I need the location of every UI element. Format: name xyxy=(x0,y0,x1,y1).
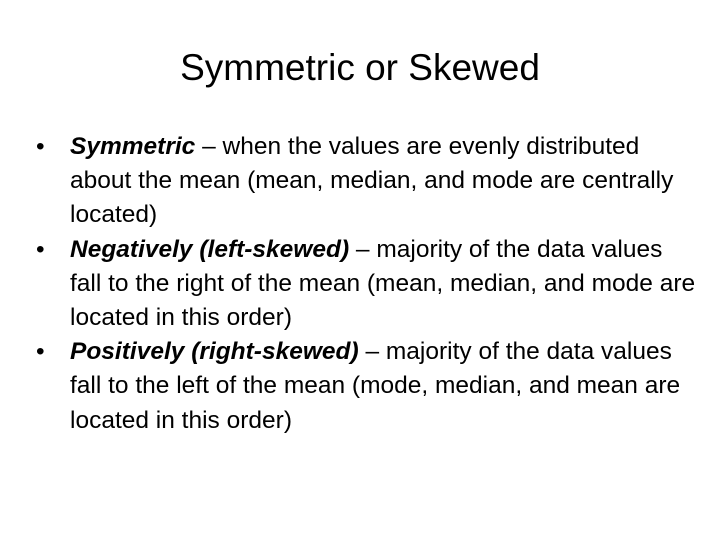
bullet-item-symmetric xyxy=(36,130,696,233)
bullet-term: Negatively (left-skewed) xyxy=(70,235,350,263)
bullet-text: – when the values are evenly distributed about the mean (mean, median, and mode are centrally located) xyxy=(70,133,674,229)
bullet-text: – majority of the data values fall to the right of the mean (mean, median, and mode are located in this order) xyxy=(70,235,696,332)
bullet-text: – majority of the data values fall to the left of the mean (mode, median, and mean are located in this order) xyxy=(70,338,681,434)
slide-title: Symmetric or Skewed xyxy=(180,47,540,88)
bullet-term: Symmetric xyxy=(70,133,196,160)
bullet-term: Positively (right-skewed) xyxy=(70,338,359,366)
bullet-item-negatively-skewed xyxy=(36,233,696,336)
bullet-icon: • xyxy=(36,235,45,263)
bullet-list xyxy=(36,130,696,438)
bullet-item-positively-skewed xyxy=(36,335,696,438)
bullet-icon: • xyxy=(36,133,45,160)
bullet-icon: • xyxy=(36,338,45,366)
